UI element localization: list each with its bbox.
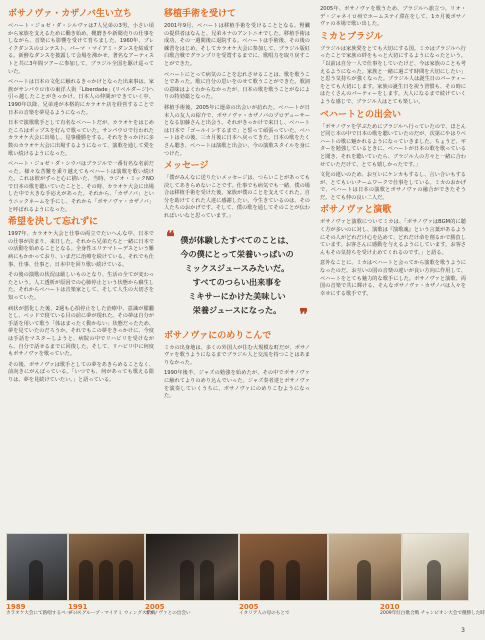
paragraph: 病状が悪化した後、2週も心拍停止をした治療中、意識が朦朧とし、ベッドで寝ている目の前に夢が現れた。その夢は自分が手話を用いて歌う「体はまったく動かない」状態だったため、夢を見ていたのだろうか。それでもこの夢をきっかけに、今度は手話をマスターしようと、病院の中でリハビリを受けながら、自分で話せるまでに回復した。そして、リハビリ中に何度もボサノヴァを歌っていた。 — [8, 305, 154, 358]
timeline-photo — [239, 533, 328, 601]
photo-figure — [119, 560, 133, 600]
paragraph: 1990年後半、ジャズの勉強を始めたが、その中でボサノヴァに触れてよりのめり込んでいった。ジャズ奏者達とボサノヴァを演奏していくうちに、ボサノヴァにのめりこむようになった。 — [164, 370, 310, 400]
paragraph: 意外なことに、ミカはベハートと会ってから演歌を歌うようになったのだ。お互いの国の音楽の違いが良い方向に作用して、ベハートをとても魅力的な歌手にした。ボサノヴァと演歌、両国の音楽で共に輝ける、そんなボサノヴァ・カザノバは人々を幸せにする歌手です。 — [320, 260, 466, 297]
paragraph: 日本で演歌歌手として有名なベハートだが、カラオケをはじめたころはポップスを好んで歌っていた。サンパウロで行われたカラオケ大会に出場し、見事優勝をする。それをきっかけに多数のカラオケ大会に出場するようになって、演歌を通して愛を歌い続けるようになった。 — [8, 120, 154, 157]
timeline-caption — [380, 603, 485, 617]
paragraph: 2005年、ボサノヴァを歌うため、ブラジルへ旅立つ。リオ・デ・ジャネイロ州でホームステイ滞在をして、1カ月後ボサノヴァの本場で歌い出した。 — [320, 6, 466, 28]
timeline-year: 2010 — [380, 603, 400, 611]
photo-figure — [357, 560, 371, 600]
quote-line: 僕が体験したすべてのことは、 — [180, 234, 294, 245]
timeline-text: ダンスグループ・マイアミ ウィングス結成 — [68, 611, 156, 616]
paragraph: 「ボサノヴァを学ぶためにブラジルへ行っていたので、ほとんど同じ本の中で日本の歌を聴いていたのだが、次第にやはりベハートの歌に魅かれるようになっていきました。ちょうど、ギターを勉強しているときに、ベハートが日本の歌を歌っていると聞き、それを聴いていたら、ブラジル人の方々と一緒に合わせていただけて、とても嬉しかったです。」 — [320, 123, 466, 168]
paragraph: 移植手術後、2005年に運命の出会いが訪れた。ベハートが日本人の友人の紹介で、ボサノヴァ・カザノバのプロデューサーとなる加藤さんと出会う。それがきっかけで来日し、ベハートは日本で「ゴールインするまで」と誓って頑張っていた。ベハートはその後、三カ月後に日本へ戻ってきた。日本の歌をたくさん聴き、ベハートは演歌と出会い、今の演歌スタイルを身につけた。 — [164, 104, 310, 157]
paragraph: その後、ボサノヴァは歌手としての夢をあきらめることなく、前向きにがんばっている。「いつでも、何があっても歌える限りは、夢を見続けていたい。」と語っている。 — [8, 361, 154, 383]
timeline-year: 1991 — [68, 603, 88, 611]
timeline-caption — [239, 603, 290, 617]
photo-figure — [427, 560, 441, 600]
section-heading-hope: 希望を決して忘れずに — [8, 217, 99, 228]
timeline-photo — [68, 533, 145, 601]
photo-figure — [79, 560, 93, 600]
photo-figure — [99, 560, 113, 600]
timeline-text: カラオケ大会にて熱唱するベハート — [6, 611, 80, 616]
quote-line: ミキサーにかけた美味しい — [188, 290, 286, 301]
open-quote-icon: ❝ — [166, 226, 175, 246]
section-heading-mika-brazil: ミカとブラジル — [320, 31, 383, 42]
timeline-photo — [402, 533, 469, 601]
section-heading-message: メッセージ — [164, 161, 209, 172]
paragraph: ベハートにとって病気のことを忘れさせることは、歌を歌うことであった。歌に自分の思いをのせて歌うことができた。歌詞の意味はよくわからなかったが、日本の歌を歌うことがなによりの特効薬となった。 — [164, 71, 310, 101]
pull-quote — [164, 227, 310, 325]
paragraph: ボサノヴァと演歌についてミカは、「ボサノヴァはBGM的に聴く方が多いのに対し、演歌は『演歌魂』という言葉があるようにその人がどれだけ心を込めて、どれだけ命を削るかで勝負しています。お客さんに感動を与えるようにしています。お客さんもその気持ちを受け止めてくれるのです。」と語る。 — [320, 219, 466, 256]
paragraph: 1997年、カラオケ大会と仕事の両立でたいへんな中、日本での仕事が決まり、来日した。それから兄弟たちと一緒に日本での活動を始めることとなる。全身性エリテマトーデスという難病にもかかっており、いまだに治療を続けている。それでも仕事、仕事、仕事と、日本中を回り歌い続けている。 — [8, 231, 154, 268]
photo-timeline — [0, 533, 485, 640]
timeline-text: ボサノヴァとの出会い — [145, 611, 191, 616]
paragraph: ミカの出身地は、多くの外国人が住む大規模な町だが、ボサノヴァを歌うようになるまでブラジル人と交流を持つことはあまりなかった。 — [164, 344, 310, 366]
timeline-caption — [145, 603, 191, 617]
section-heading-bossa: ボサノヴァにのめりこんで — [164, 330, 272, 341]
photo-figure — [260, 560, 274, 600]
paragraph: その後の演歌の状況は厳しいものとなり、生活の全てが変わったという。人工透析が原因での心肺停止という状態から蘇生した。それからベハートは音楽家として、そして人生の大切さを知っていた。 — [8, 272, 154, 301]
section-heading-bossa-enka: ボサノヴァと演歌 — [320, 205, 392, 216]
page-number: 3 — [461, 627, 465, 634]
quote-line: すべてのつらい出来事を — [192, 276, 282, 287]
timeline-year: 1989 — [6, 603, 26, 611]
section-heading-transplant: 移植手術を受けて — [164, 9, 237, 19]
photo-figure — [286, 560, 300, 600]
timeline-text: イタリア人の母のもとで — [239, 611, 290, 616]
quote-line: ミックスジュースみたいだ。 — [184, 262, 290, 273]
paragraph: 2001年9月、ベハートは移植手術を受けることとなる。腎臓の提供者はなんと、兄弟ネナのアントニオでした。移植手術は成功、その一週間後に退院する。ベハートは手術後、その後の練習をはじめ、そしてカラオケ大会に参加して、ブラジル版紅白歌合戦でグランプリを受賞するまでに、歌唱力を取り戻すことができた。 — [164, 23, 310, 67]
column-left — [8, 6, 154, 388]
photo-figure — [200, 560, 214, 600]
paragraph: 文化の違いのため、お互いにケンカもするし、言い合いもするが、とてもいいチームワークで仕事をしている。ミカのおかげで、ベハートは日本の演歌とボサノヴァの融合ができたそうだ。とても仲の良い二人だ。 — [320, 172, 466, 201]
paragraph: ブラジルは家族愛をとても大切にする国。ミカはブラジルへ行ったことで家族の絆をもっと大切にするようになったという。「以前は自分一人で仕事をしていたけど、今は家族のことも考えるようになった。家族と一緒に過ごす時間を大切にしたい」と思う気持ちが強くなった。ブラジル人は誕生日のパーティーをとても大切にします。家族の誕生日を祝う習慣も、その時にはたくさんのパーティーをします。大人になるまで続けていくような感じで、ブラジル人はとても楽しい。 — [320, 45, 466, 105]
timeline-photo — [145, 533, 239, 601]
paragraph: ベハート・ジョゼ・ダ・シウバはブラジルで一番有名な名前だった。様々な苦難を乗り越えてもベハートは演歌を歌い続けた。これは彼がずっと心に描いた、当時、ラジオ・ミックNOで日本の歌を聴いていたことと、その時、カラオケ大会に出場した中で大きな手応えがあった。それから、「カザノバ」というニックネームを手にし、それから「ボサノヴァ・カザノバ」と呼ばれるようになった。 — [8, 161, 154, 213]
timeline-text: 2009年紅白歌合戦 チャンピオン大会で優勝した時 — [380, 611, 485, 616]
timeline-year: 2005 — [239, 603, 259, 611]
quote-line: 今の僕にとって栄養いっぱいの — [180, 248, 294, 259]
paragraph: ベハート・ジョゼ・ダ・シルヴァは7人兄弟の3男。小さい頃から家族を支えるために働き始め、靴磨きや新聞売りの仕事をしながら、音楽にも影響を受けて育ちました。1960年、ブレイクダンスのコンテスト、パーマ ・マイアミ・ダンスを結成する。新鮮なダンスを披露して会場を沸かせ、著名なアーティストと共に3年間ツアーに参加して、ブラジル全国を駆け巡っていた。 — [8, 23, 154, 75]
timeline-year: 2005 — [145, 603, 165, 611]
timeline-photo — [6, 533, 68, 601]
column-right — [320, 6, 466, 301]
section-heading-origins: ボサノヴァ・カザノバ生い立ち — [8, 9, 132, 19]
paragraph: 「僕がみんなに送りたいメッセージは、つらいことがあっても決してあきらめないことです。仕事でも病気でも一緒、僕の場合は移植手術を受けた後、家族が僕のことを支えてくれた。自分を助けてくれた人達に感謝したい。今生きているのは、その人たちのおかげです。そして、僕の歌を通してそのことが伝わればいいなと思っています。」 — [164, 175, 310, 220]
column-middle — [164, 6, 310, 404]
quote-line: 栄養ジュースになった。 — [192, 304, 282, 315]
close-quote-icon: ❞ — [299, 304, 308, 324]
section-heading-meeting: ベハートとの出会い — [320, 109, 402, 120]
photo-figure — [180, 560, 194, 600]
timeline-caption — [68, 603, 156, 617]
paragraph: ベハートは日本の文化に触れるきっかけとなった出来事は、家族がサンパウロ市の東洋人街「Liberdade」(リベルダージ)へ引っ越したことがきっかけ。日本人の仲間ができていく中、1990年以降、兄弟達が本格的にカラオケ店を経営することで日本の音楽を夢見るようになった。 — [8, 79, 154, 116]
photo-figure — [29, 560, 43, 600]
timeline-photo — [328, 533, 402, 601]
